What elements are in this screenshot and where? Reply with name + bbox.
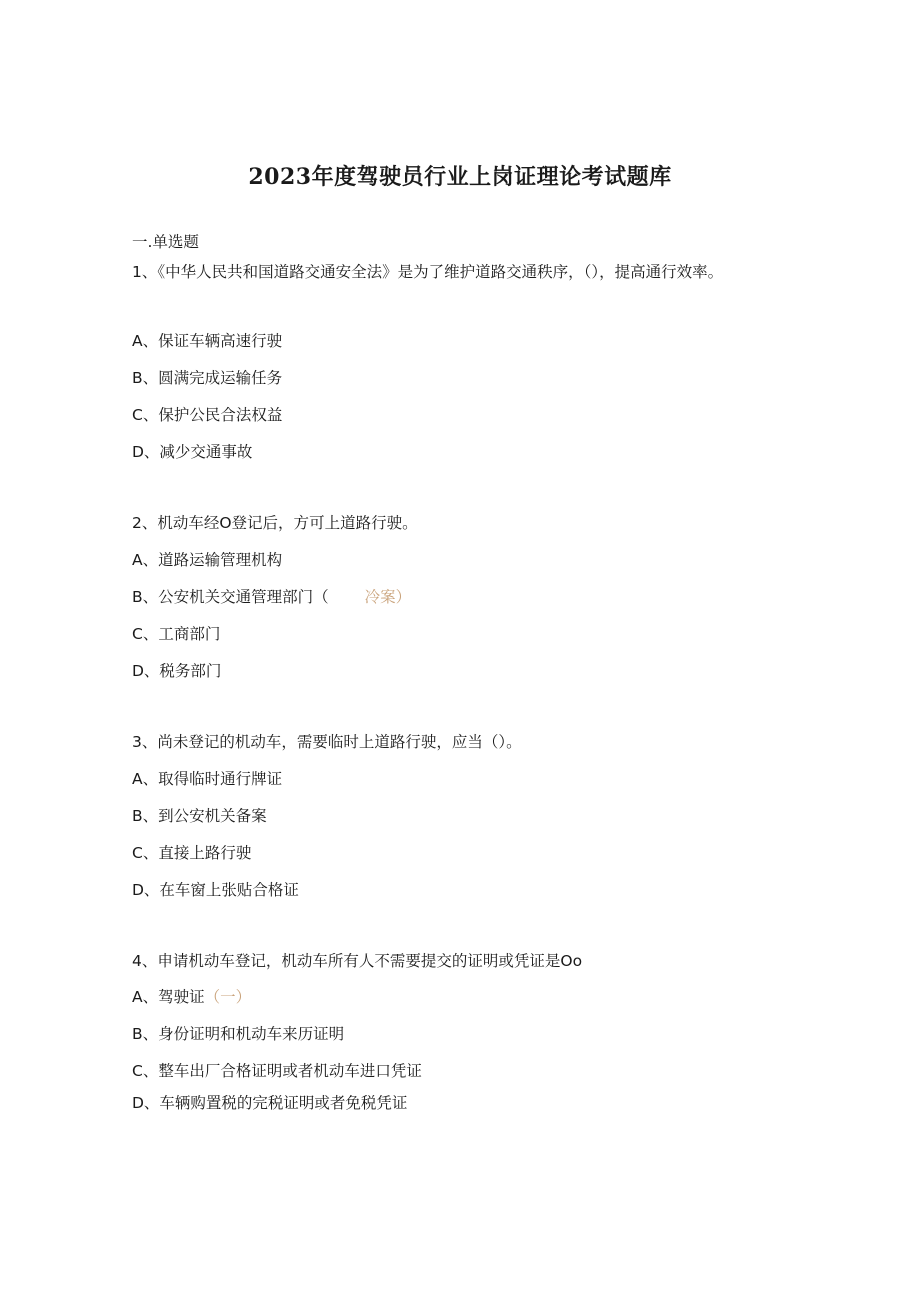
- question-3-option-a: A、取得临时通行牌证: [132, 770, 283, 788]
- question-4-option-a-text: A、驾驶证: [132, 988, 205, 1006]
- page-title: 2023年度驾驶员行业上岗证理论考试题库: [248, 164, 672, 190]
- question-1-option-b: B、圆满完成运输任务: [132, 369, 283, 387]
- question-2-stem: 2、机动车经O登记后，方可上道路行驶。: [132, 514, 418, 532]
- question-2-option-a: A、道路运输管理机构: [132, 551, 283, 569]
- question-3-stem: 3、尚未登记的机动车，需要临时上道路行驶，应当（）。: [132, 733, 522, 751]
- question-1-option-c: C、保护公民合法权益: [132, 406, 283, 424]
- question-2-option-b-text: B、公安机关交通管理部门（: [132, 588, 329, 606]
- question-4-option-a: [132, 985, 251, 1009]
- answer-mark: （一）: [204, 988, 252, 1006]
- question-2-option-c: C、工商部门: [132, 625, 221, 643]
- question-4-option-d: D、车辆购置税的完税证明或者免税凭证: [132, 1094, 408, 1112]
- question-2-option-d: D、税务部门: [132, 662, 222, 680]
- question-4-stem: 4、申请机动车登记，机动车所有人不需要提交的证明或凭证是Oo: [132, 952, 583, 970]
- question-3-option-b: B、到公安机关备案: [132, 807, 267, 825]
- question-2-option-b: [132, 585, 411, 609]
- question-1-option-d: D、减少交通事故: [132, 443, 253, 461]
- question-4-option-b: B、身份证明和机动车来历证明: [132, 1025, 345, 1043]
- question-1-stem: 1、《中华人民共和国道路交通安全法》是为了维护道路交通秩序，（），提高通行效率。: [132, 263, 724, 281]
- section-heading: 一.单选题: [132, 233, 199, 251]
- question-3-option-d: D、在车窗上张贴合格证: [132, 881, 299, 899]
- answer-mark: 冷案）: [364, 588, 412, 606]
- question-4-option-c: C、整车出厂合格证明或者机动车进口凭证: [132, 1062, 422, 1080]
- question-3-option-c: C、直接上路行驶: [132, 844, 252, 862]
- question-1-option-a: A、保证车辆高速行驶: [132, 332, 283, 350]
